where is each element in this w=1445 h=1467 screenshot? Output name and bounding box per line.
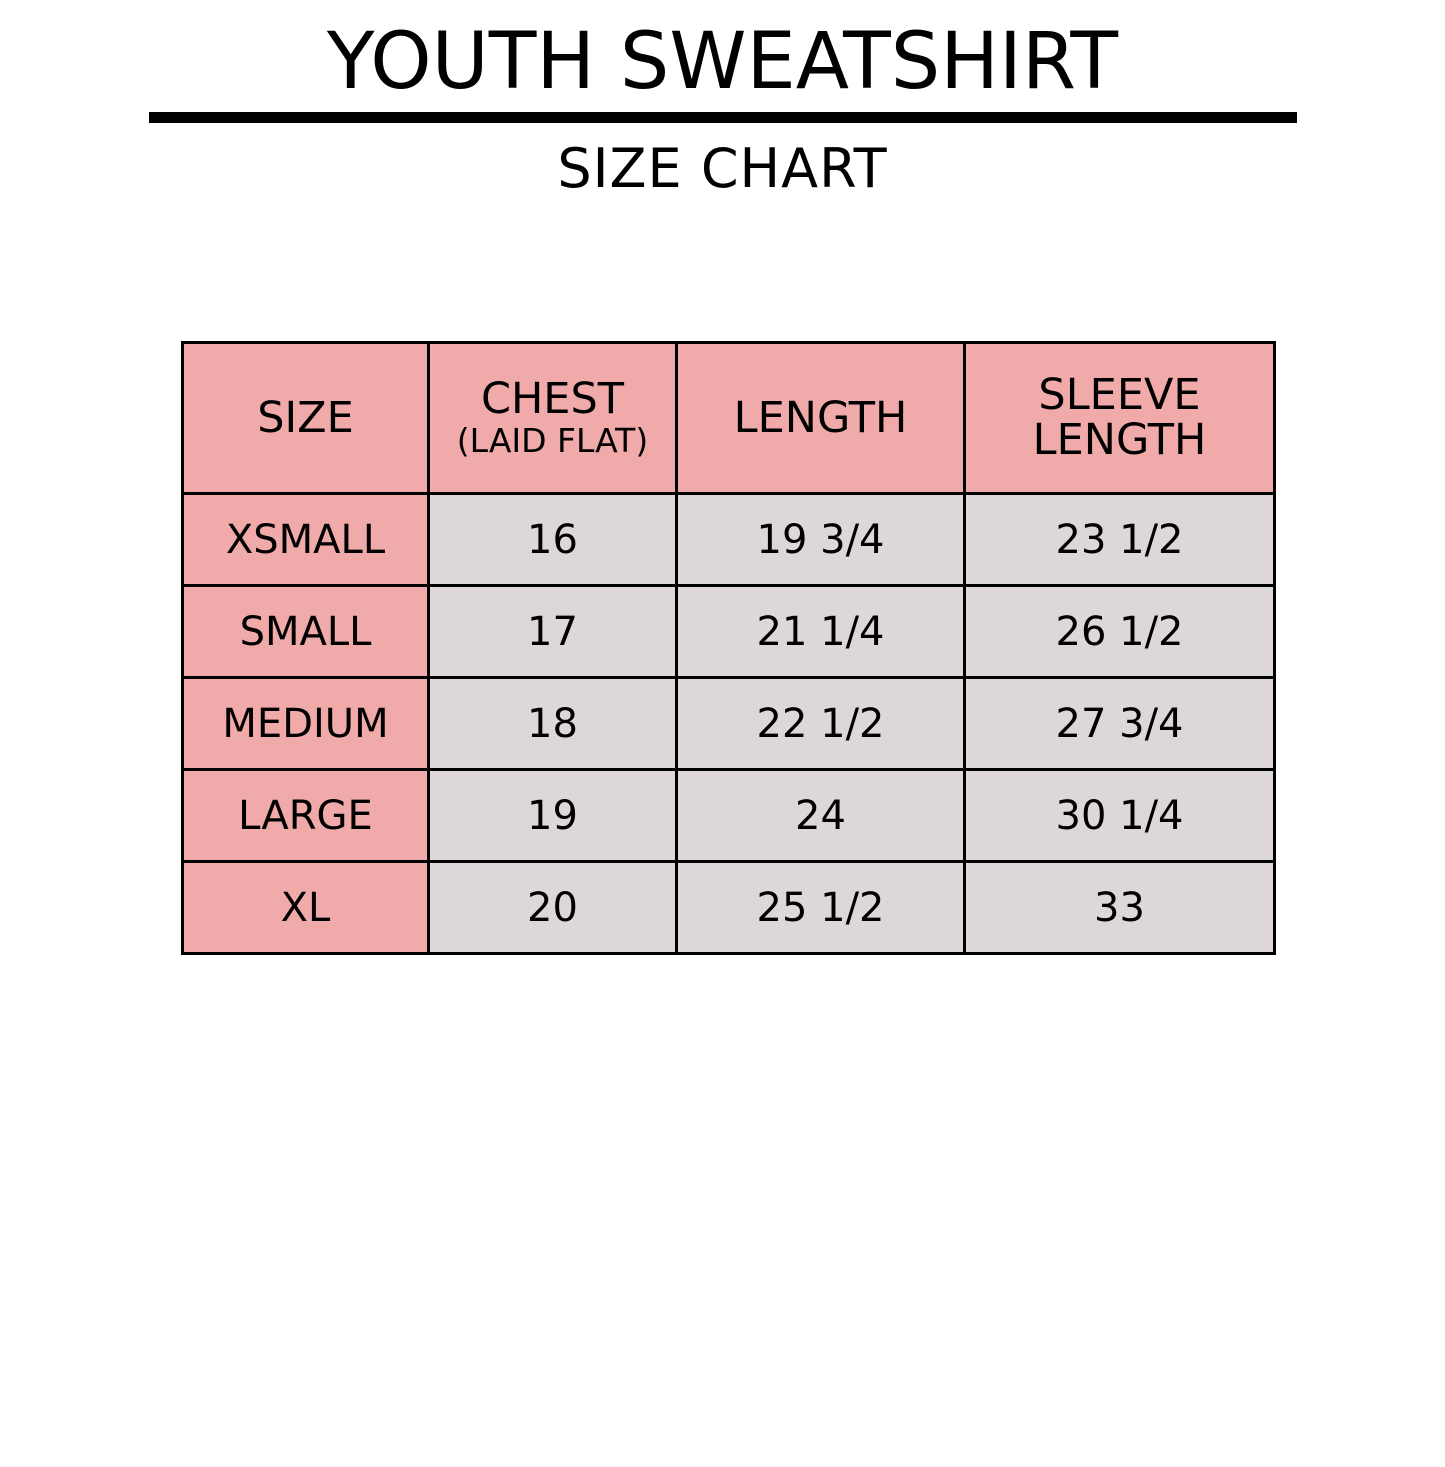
title-divider	[149, 112, 1297, 123]
table-body	[183, 494, 1275, 954]
cell-sleeve: 30 1/4	[965, 770, 1275, 862]
cell-chest: 20	[429, 862, 677, 954]
cell-chest: 19	[429, 770, 677, 862]
table-header-row	[183, 343, 1275, 494]
column-header-size	[183, 343, 429, 494]
column-header-length-label: LENGTH	[733, 392, 908, 443]
table-row	[183, 770, 1275, 862]
column-header-length	[677, 343, 965, 494]
table-header	[183, 343, 1275, 494]
column-header-chest-label: CHEST	[480, 374, 625, 425]
cell-size: XL	[183, 862, 429, 954]
page-header	[0, 17, 1445, 200]
cell-chest: 16	[429, 494, 677, 586]
column-header-sleeve-length-label: SLEEVE LENGTH	[1032, 370, 1207, 465]
cell-sleeve: 33	[965, 862, 1275, 954]
table-row	[183, 678, 1275, 770]
cell-length: 21 1/4	[677, 586, 965, 678]
cell-sleeve: 27 3/4	[965, 678, 1275, 770]
cell-size: SMALL	[183, 586, 429, 678]
page-subtitle: SIZE CHART	[557, 136, 888, 200]
cell-size: XSMALL	[183, 494, 429, 586]
cell-length: 19 3/4	[677, 494, 965, 586]
size-chart-table	[181, 341, 1276, 955]
cell-size: LARGE	[183, 770, 429, 862]
cell-sleeve: 23 1/2	[965, 494, 1275, 586]
size-chart-table-wrapper	[181, 341, 1273, 955]
table-row	[183, 494, 1275, 586]
table-row	[183, 586, 1275, 678]
size-chart-page	[0, 17, 1445, 1467]
table-row	[183, 862, 1275, 954]
column-header-chest-sublabel: (LAID FLAT)	[456, 421, 649, 461]
cell-sleeve: 26 1/2	[965, 586, 1275, 678]
cell-chest: 18	[429, 678, 677, 770]
page-title: YOUTH SWEATSHIRT	[326, 17, 1119, 107]
cell-chest: 17	[429, 586, 677, 678]
cell-size: MEDIUM	[183, 678, 429, 770]
column-header-sleeve-length	[965, 343, 1275, 494]
column-header-size-label: SIZE	[257, 392, 354, 443]
cell-length: 25 1/2	[677, 862, 965, 954]
column-header-chest	[429, 343, 677, 494]
cell-length: 24	[677, 770, 965, 862]
cell-length: 22 1/2	[677, 678, 965, 770]
